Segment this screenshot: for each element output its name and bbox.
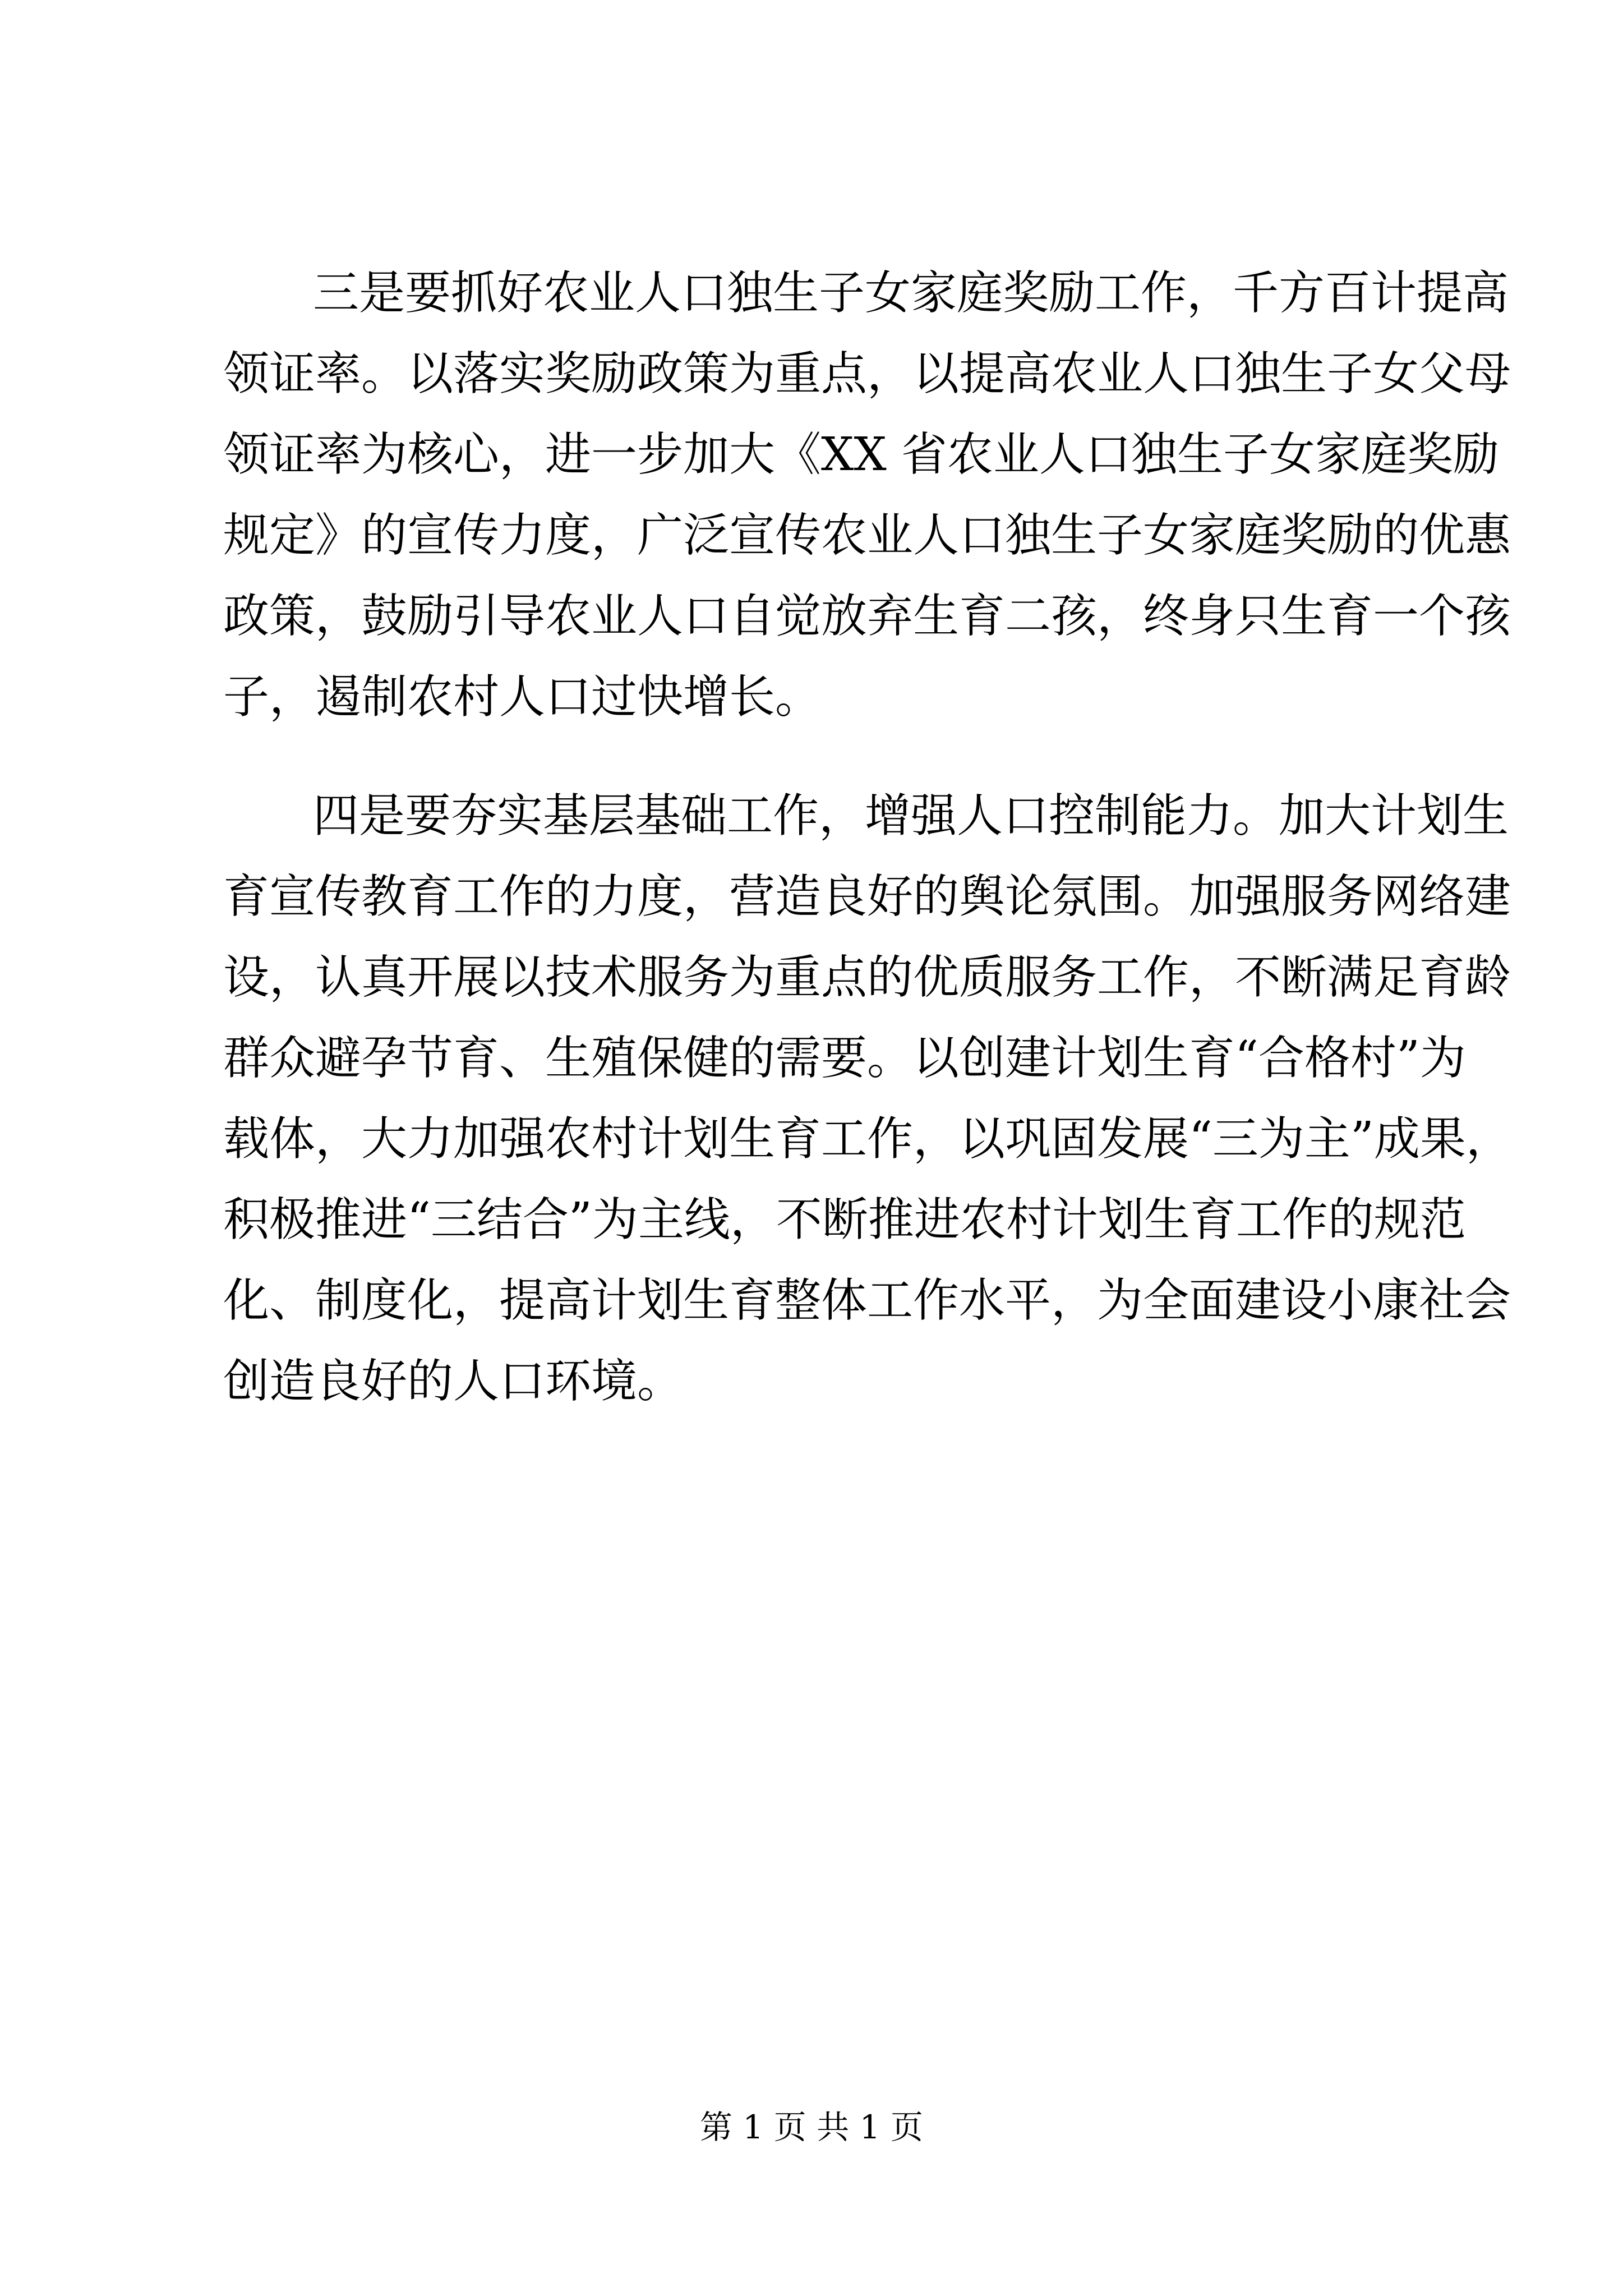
page-footer: 第 1 页 共 1 页 bbox=[700, 2108, 923, 2146]
line-text: 领证率为核心，进一步加大《XX 省农业人口独生子女家庭奖励 bbox=[223, 428, 1499, 481]
line-text: 积极推进“三结合”为主线，不断推进农村计划生育工作的规范 bbox=[223, 1193, 1466, 1246]
line-text: 四是要夯实基层基础工作，增强人口控制能力。加大计划生 bbox=[313, 789, 1509, 843]
line-text: 领证率。以落实奖励政策为重点，以提高农业人口独生子女父母 bbox=[223, 347, 1511, 401]
line-text: 政策，鼓励引导农业人口自觉放弃生育二孩，终身只生育一个孩 bbox=[223, 590, 1511, 643]
line-text: 创造良好的人口环境。 bbox=[223, 1355, 684, 1408]
line-text: 子，遏制农村人口过快增长。 bbox=[223, 670, 822, 724]
line-text: 三是要抓好农业人口独生子女家庭奖励工作，千方百计提高 bbox=[313, 266, 1509, 320]
line-text: 育宣传教育工作的力度，营造良好的舆论氛围。加强服务网络建 bbox=[223, 870, 1511, 923]
line-text: 化、制度化，提高计划生育整体工作水平，为全面建设小康社会 bbox=[223, 1274, 1511, 1327]
line-text: 群众避孕节育、生殖保健的需要。以创建计划生育“合格村”为 bbox=[223, 1032, 1466, 1085]
line-text: 载体，大力加强农村计划生育工作，以巩固发展“三为主”成果， bbox=[223, 1112, 1512, 1166]
line-text: 规定》的宣传力度，广泛宣传农业人口独生子女家庭奖励的优惠 bbox=[223, 509, 1511, 562]
line-text: 设，认真开展以技术服务为重点的优质服务工作，不断满足育龄 bbox=[223, 951, 1511, 1004]
